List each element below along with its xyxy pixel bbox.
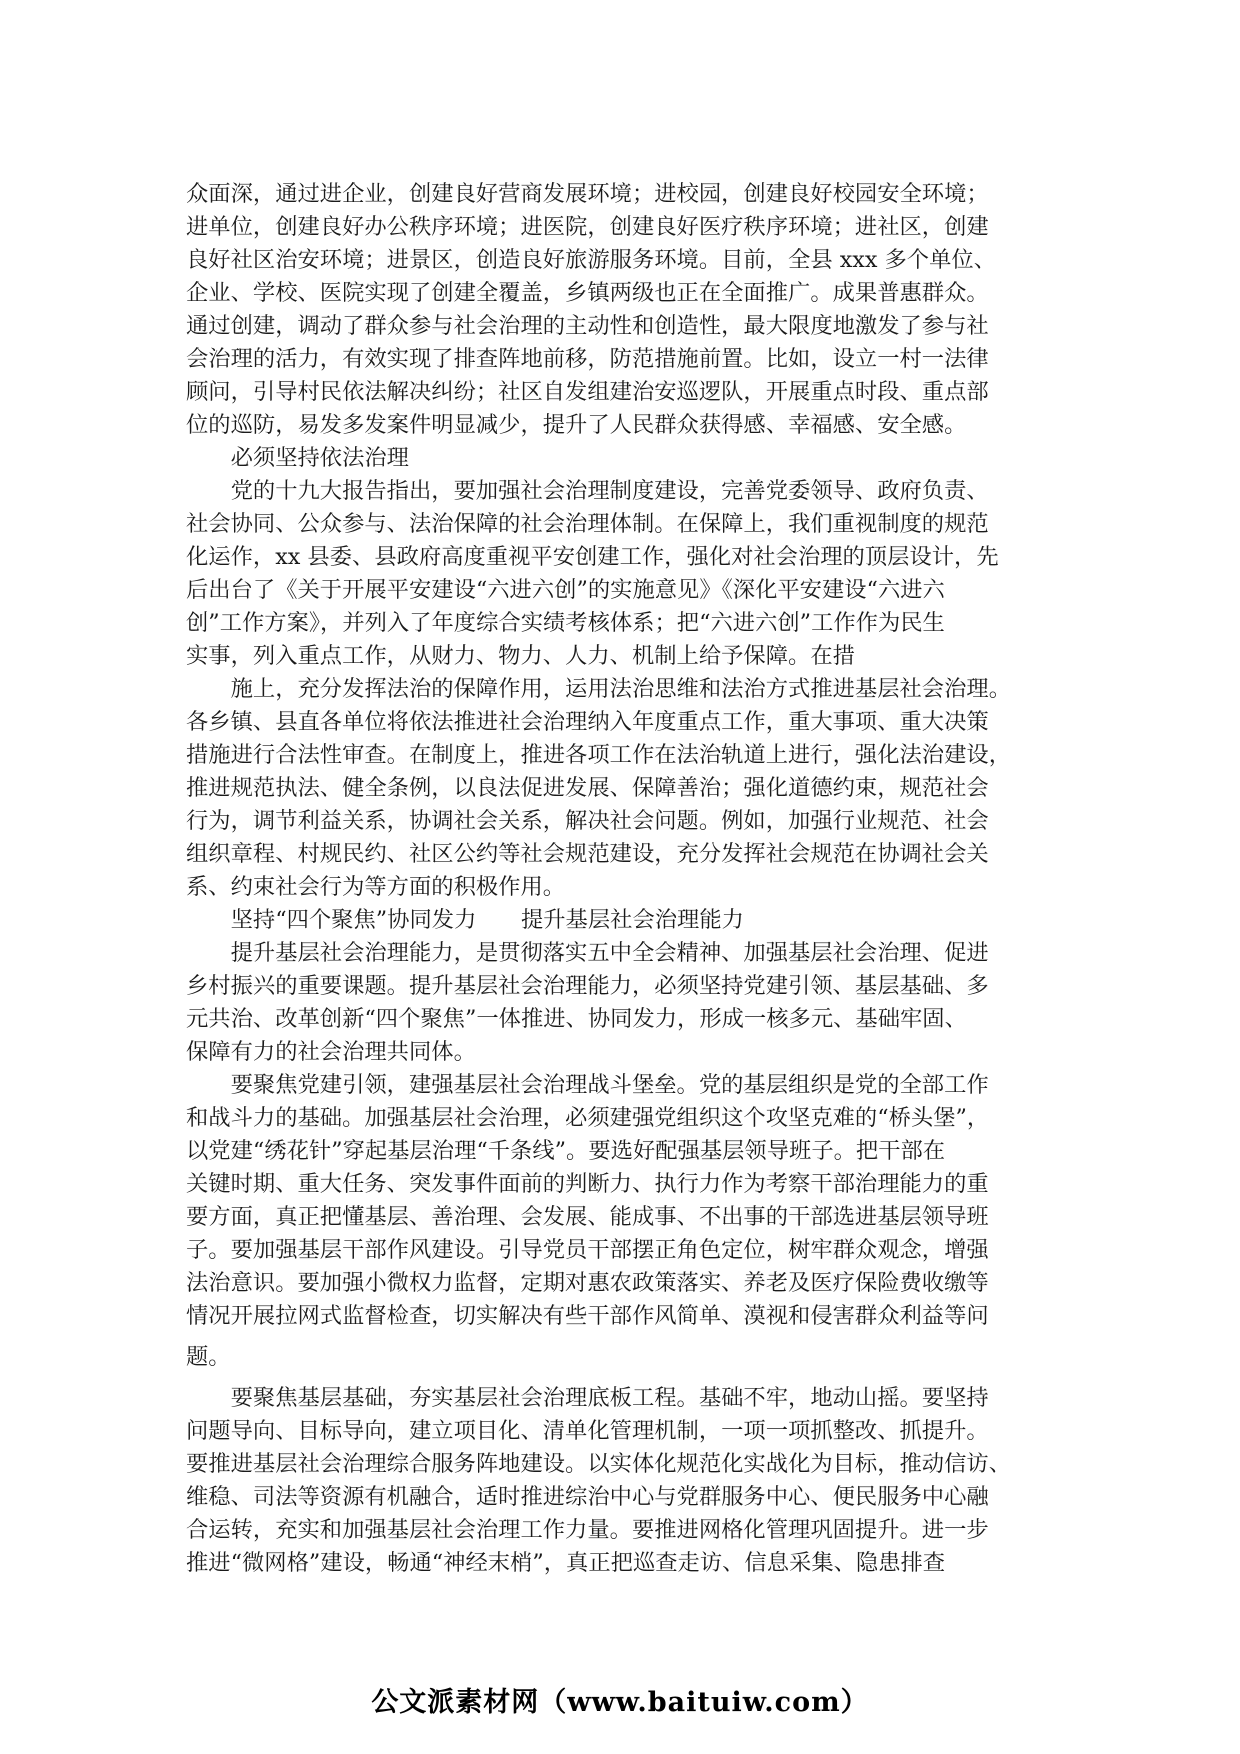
text-line: 子。要加强基层干部作风建设。引导党员干部摆正角色定位，树牢群众观念，增强 [186, 1237, 989, 1263]
text-line: 众面深，通过进企业，创建良好营商发展环境；进校园，创建良好校园安全环境； [186, 181, 989, 207]
text-line: 要推进基层社会治理综合服务阵地建设。以实体化规范化实战化为目标，推动信访、 [186, 1451, 1011, 1477]
text-line: 情况开展拉网式监督检查，切实解决有些干部作风简单、漠视和侵害群众利益等问 [186, 1303, 989, 1329]
text-line: 坚持“四个聚焦”协同发力 提升基层社会治理能力 [186, 907, 744, 933]
text-line: 良好社区治安环境；进景区，创造良好旅游服务环境。目前，全县 xxx 多个单位、 [186, 247, 996, 273]
text-line: 提升基层社会治理能力，是贯彻落实五中全会精神、加强基层社会治理、促进 [186, 940, 989, 966]
text-line: 顾问，引导村民依法解决纠纷；社区自发组建治安巡逻队，开展重点时段、重点部 [186, 379, 989, 405]
text-line: 组织章程、村规民约、社区公约等社会规范建设，充分发挥社会规范在协调社会关 [186, 841, 989, 867]
text-line: 题。 [186, 1344, 231, 1370]
text-line: 创”工作方案》，并列入了年度综合实绩考核体系；把“六进六创”工作作为民生 [186, 610, 945, 636]
text-line: 元共治、改革创新“四个聚焦”一体推进、协同发力，形成一核多元、基础牢固、 [186, 1006, 967, 1032]
text-line: 通过创建，调动了群众参与社会治理的主动性和创造性，最大限度地激发了参与社 [186, 313, 989, 339]
text-line: 施上，充分发挥法治的保障作用，运用法治思维和法治方式推进基层社会治理。 [186, 676, 1011, 702]
text-line: 以党建“绣花针”穿起基层治理“千条线”。要选好配强基层领导班子。把干部在 [186, 1138, 946, 1164]
text-line: 后出台了《关于开展平安建设“六进六创”的实施意见》《深化平安建设“六进六 [186, 577, 945, 603]
text-line: 企业、学校、医院实现了创建全覆盖，乡镇两级也正在全面推广。成果普惠群众。 [186, 280, 989, 306]
text-line: 位的巡防，易发多发案件明显减少，提升了人民群众获得感、幸福感、安全感。 [186, 412, 967, 438]
text-line: 乡村振兴的重要课题。提升基层社会治理能力，必须坚持党建引领、基层基础、多 [186, 973, 989, 999]
text-line: 化运作，xx 县委、县政府高度重视平安创建工作，强化对社会治理的顶层设计，先 [186, 544, 999, 570]
text-line: 行为，调节利益关系，协调社会关系，解决社会问题。例如，加强行业规范、社会 [186, 808, 989, 834]
text-line: 推进“微网格”建设，畅通“神经末梢”，真正把巡查走访、信息采集、隐患排查 [186, 1550, 946, 1576]
text-line: 和战斗力的基础。加强基层社会治理，必须建强党组织这个攻坚克难的“桥头堡”， [186, 1105, 990, 1131]
document-body [186, 178, 1080, 1580]
text-line: 措施进行合法性审查。在制度上，推进各项工作在法治轨道上进行，强化法治建设， [186, 742, 1011, 768]
text-line: 系、约束社会行为等方面的积极作用。 [186, 874, 566, 900]
text-line: 党的十九大报告指出，要加强社会治理制度建设，完善党委领导、政府负责、 [186, 478, 989, 504]
text-line: 关键时期、重大任务、突发事件面前的判断力、执行力作为考察干部治理能力的重 [186, 1171, 989, 1197]
text-line: 实事，列入重点工作，从财力、物力、人力、机制上给予保障。在措 [186, 643, 855, 669]
paragraph-gap [186, 1333, 1080, 1341]
text-line: 各乡镇、县直各单位将依法推进社会治理纳入年度重点工作，重大事项、重大决策 [186, 709, 989, 735]
text-line: 要聚焦党建引领，建强基层社会治理战斗堡垒。党的基层组织是党的全部工作 [186, 1072, 989, 1098]
text-line: 保障有力的社会治理共同体。 [186, 1039, 476, 1065]
text-line: 必须坚持依法治理 [186, 445, 409, 471]
text-line: 合运转，充实和加强基层社会治理工作力量。要推进网格化管理巩固提升。进一步 [186, 1517, 989, 1543]
text-line: 进单位，创建良好办公秩序环境；进医院，创建良好医疗秩序环境；进社区，创建 [186, 214, 989, 240]
paragraph-gap [186, 1374, 1080, 1382]
footer-watermark: 公文派素材网（www.baituiw.com） [371, 1687, 869, 1718]
text-line: 会治理的活力，有效实现了排查阵地前移，防范措施前置。比如，设立一村一法律 [186, 346, 989, 372]
text-line: 维稳、司法等资源有机融合，适时推进综治中心与党群服务中心、便民服务中心融 [186, 1484, 989, 1510]
text-line: 问题导向、目标导向，建立项目化、清单化管理机制，一项一项抓整改、抓提升。 [186, 1418, 989, 1444]
text-line: 要方面，真正把懂基层、善治理、会发展、能成事、不出事的干部选进基层领导班 [186, 1204, 989, 1230]
text-line: 法治意识。要加强小微权力监督，定期对惠农政策落实、养老及医疗保险费收缴等 [186, 1270, 989, 1296]
text-line: 社会协同、公众参与、法治保障的社会治理体制。在保障上，我们重视制度的规范 [186, 511, 989, 537]
text-line: 要聚焦基层基础，夯实基层社会治理底板工程。基础不牢，地动山摇。要坚持 [186, 1385, 989, 1411]
text-line: 推进规范执法、健全条例，以良法促进发展、保障善治；强化道德约束，规范社会 [186, 775, 989, 801]
